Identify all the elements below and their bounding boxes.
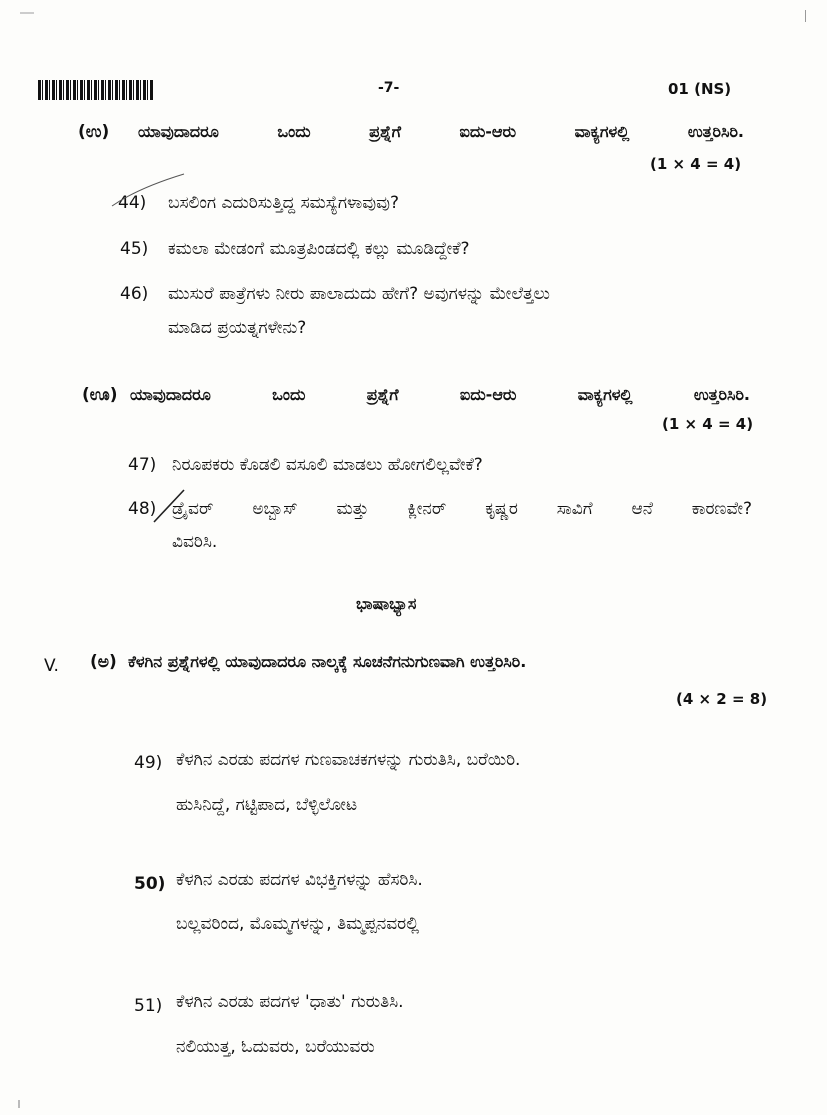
question-text-continued: ಮಾಡಿದ ಪ್ರಯತ್ನಗಳೇನು? (168, 318, 307, 338)
question-text: ಕೆಳಗಿನ ಎರಡು ಪದಗಳ ವಿಭಕ್ತಿಗಳನ್ನು ಹೆಸರಿಸಿ. (176, 870, 423, 890)
barcode (38, 80, 154, 100)
section-marks: (1 × 4 = 4) (662, 415, 754, 433)
pen-tick-mark (150, 486, 190, 526)
question-number: 50) (134, 874, 166, 894)
question-number: 45) (120, 239, 149, 259)
section-marks: (4 × 2 = 8) (676, 690, 768, 708)
pen-tick-mark (108, 170, 188, 210)
section-instruction: ಯಾವುದಾದರೂ ಒಂದು ಪ್ರಶ್ನೆಗೆ ಐದು-ಆರು ವಾಕ್ಯಗಳಲ್ಲಿ ಉತ್ತರಿಸಿರಿ. (130, 385, 750, 404)
question-example-words: ಹುಸಿನಿದ್ದೆ, ಗಟ್ಟಿಪಾದ, ಬೆಳ್ಳಿಲೋಟ (176, 795, 358, 815)
scan-artifact (20, 12, 34, 14)
question-example-words: ಬಲ್ಲವರಿಂದ, ಮೊಮ್ಮಗಳನ್ನು, ತಿಮ್ಮಪ್ಪನವರಲ್ಲಿ (176, 914, 419, 934)
section-roman-numeral: V. (44, 656, 59, 676)
question-text: ನಿರೂಪಕರು ಕೊಡಲಿ ವಸೂಲಿ ಮಾಡಲು ಹೋಗಲಿಲ್ಲವೇಕೆ? (172, 455, 483, 475)
scan-artifact (805, 10, 806, 22)
scan-artifact (18, 1100, 20, 1108)
question-text: ಮುಸುರೆ ಪಾತ್ರೆಗಳು ನೀರು ಪಾಲಾದುದು ಹೇಗೆ? ಅವುಗಳನ್ನು ಮೇಲೆತ್ತಲು (168, 284, 550, 304)
page-number: -7- (378, 80, 400, 96)
section-instruction: ಕೆಳಗಿನ ಪ್ರಶ್ನೆಗಳಲ್ಲಿ ಯಾವುದಾದರೂ ನಾಲ್ಕಕ್ಕೆ ಸೂಚನೆಗನುಗುಣವಾಗಿ ಉತ್ತರಿಸಿರಿ. (128, 652, 527, 671)
section-label: (ಊ) (82, 385, 118, 405)
question-text: ಬಸಲಿಂಗ ಎದುರಿಸುತ್ತಿದ್ದ ಸಮಸ್ಯೆಗಳಾವುವು? (168, 193, 400, 213)
question-text-continued: ವಿವರಿಸಿ. (172, 532, 218, 552)
question-number: 48) (128, 499, 157, 519)
question-text: ಕಮಲಾ ಮೇಡಂಗೆ ಮೂತ್ರಪಿಂಡದಲ್ಲಿ ಕಲ್ಲು ಮೂಡಿದ್ದೇಕೆ? (168, 239, 470, 259)
question-example-words: ನಲಿಯುತ್ತ, ಓದುವರು, ಬರೆಯುವರು (176, 1037, 375, 1057)
question-number: 49) (134, 753, 163, 773)
subject-heading: ಭಾಷಾಭ್ಯಾಸ (356, 594, 417, 613)
question-number: 47) (128, 455, 157, 475)
section-marks: (1 × 4 = 4) (650, 155, 742, 173)
section-instruction: ಯಾವುದಾದರೂ ಒಂದು ಪ್ರಶ್ನೆಗೆ ಐದು-ಆರು ವಾಕ್ಯಗಳಲ್ಲಿ ಉತ್ತರಿಸಿರಿ. (138, 122, 744, 141)
question-text: ಡ್ರೈವರ್ ಅಬ್ಬಾಸ್ ಮತ್ತು ಕ್ಲೀನರ್ ಕೃಷ್ಣರ ಸಾವಿಗೆ ಆನೆ ಕಾರಣವೇ? (172, 499, 752, 519)
section-label: (ಉ) (78, 122, 110, 142)
question-text: ಕೆಳಗಿನ ಎರಡು ಪದಗಳ 'ಧಾತು' ಗುರುತಿಸಿ. (176, 992, 404, 1012)
question-number: 46) (120, 284, 149, 304)
question-text: ಕೆಳಗಿನ ಎರಡು ಪದಗಳ ಗುಣವಾಚಕಗಳನ್ನು ಗುರುತಿಸಿ, ಬರೆಯಿರಿ. (176, 750, 521, 770)
question-number: 44) (118, 193, 147, 213)
section-label: (ಅ) (90, 652, 117, 672)
paper-code: 01 (NS) (668, 80, 732, 98)
question-number: 51) (134, 996, 163, 1016)
